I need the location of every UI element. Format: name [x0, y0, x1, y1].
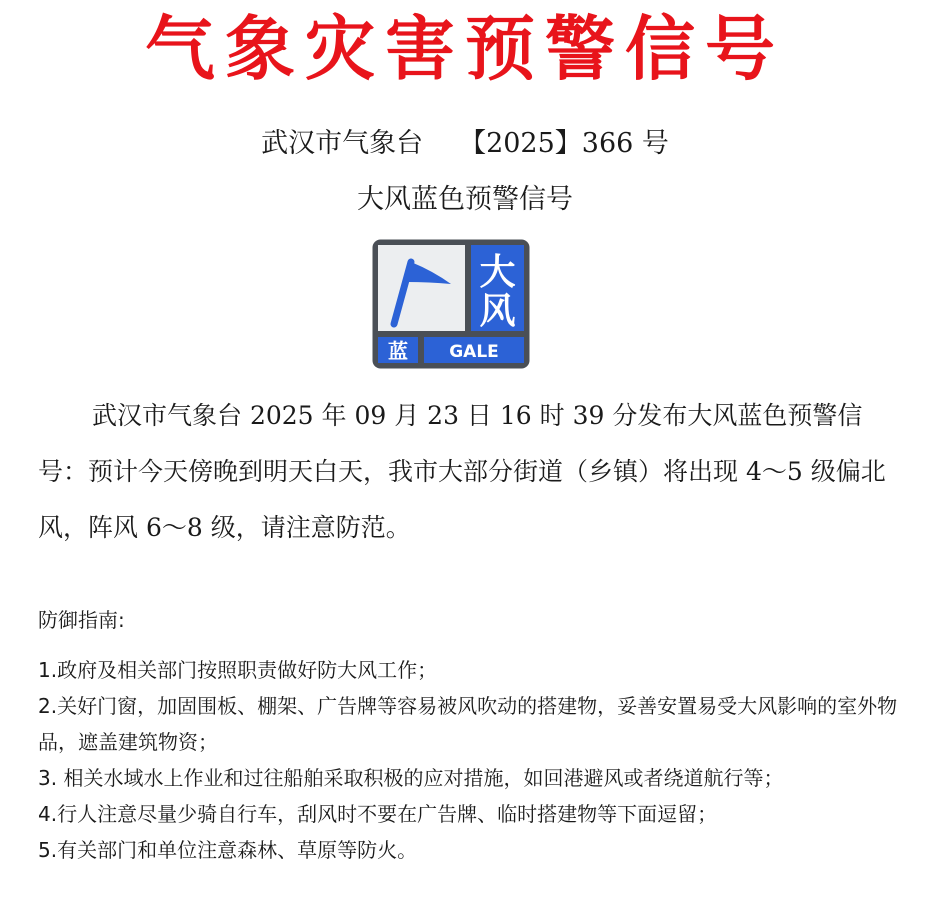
- issuer-name: 武汉市气象台: [261, 128, 424, 159]
- guide-heading: 防御指南:: [38, 608, 125, 632]
- signal-title: 大风蓝色预警信号: [357, 184, 573, 215]
- icon-char-da: 大: [479, 252, 516, 293]
- guide-item: 1.政府及相关部门按照职责做好防大风工作；: [38, 658, 438, 682]
- guide-item: 3. 相关水域水上作业和过往船舶采取积极的应对措施，如回港避风或者绕道航行等；: [38, 766, 784, 790]
- guide-item: 5.有关部门和单位注意森林、草原等防火。: [38, 838, 418, 862]
- icon-char-feng: 风: [479, 291, 516, 332]
- gale-blue-warning-icon: [371, 238, 531, 370]
- defense-guide: [38, 602, 898, 868]
- guide-item: 2.关好门窗，加固围板、棚架、广告牌等容易被风吹动的搭建物，妥善安置易受大风影响的室外物品，遮盖建筑物资；: [38, 694, 898, 754]
- banner-title: 气象灾害预警信号: [145, 7, 785, 90]
- icon-english-label: GALE: [449, 342, 499, 362]
- guide-list: [38, 652, 898, 868]
- icon-level-char: 蓝: [388, 339, 408, 363]
- bulletin-body: [38, 388, 898, 556]
- guide-item: 4.行人注意尽量少骑自行车，刮风时不要在广告牌、临时搭建物等下面逗留；: [38, 802, 718, 826]
- document-number-line: [0, 124, 930, 164]
- icon-flag-panel: [378, 245, 465, 331]
- bulletin-paragraph: 武汉市气象台 2025 年 09 月 23 日 16 时 39 分发布大风蓝色预警信号：预计今天傍晚到明天白天，我市大部分街道（乡镇）将出现 4～5 级偏北风，阵风 6～8 级，请注意防范。: [38, 401, 886, 542]
- doc-number: 【2025】366 号: [459, 128, 669, 159]
